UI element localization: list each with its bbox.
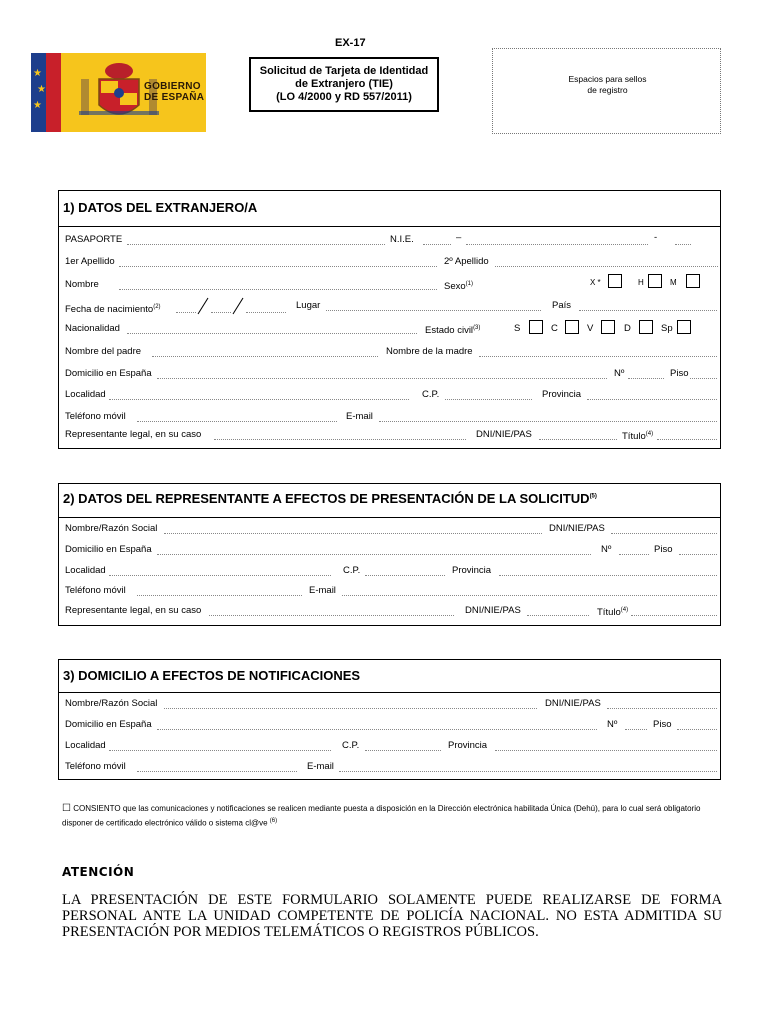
sex-m-checkbox[interactable] xyxy=(686,274,700,288)
name-field[interactable] xyxy=(119,289,437,290)
date-slash-icon xyxy=(197,297,209,315)
rep-floor-label: Piso xyxy=(654,544,673,555)
marital-d-checkbox[interactable] xyxy=(639,320,653,334)
notif-name-field[interactable] xyxy=(164,708,537,709)
footnote-ref: (2) xyxy=(153,304,161,310)
notif-address-field[interactable] xyxy=(157,729,597,730)
footnote-ref: (1) xyxy=(465,281,473,287)
stamp-label-line2: de registro xyxy=(587,85,628,95)
consent-text: CONSIENTO que las comunicaciones y notificaciones se realicen mediante puesta a disposición en la Dirección electrónica habilitada Única (Dehú), para lo cual será obligatorio disponer de certificado electrónico válido o sistema cl@ve xyxy=(62,804,701,828)
notif-email-label: E-mail xyxy=(307,761,334,772)
notif-province-label: Provincia xyxy=(448,740,488,751)
form-title-line3: (LO 4/2000 y RD 557/2011) xyxy=(276,91,412,103)
sex-h-checkbox[interactable] xyxy=(648,274,662,288)
rep-province-field[interactable] xyxy=(499,575,717,576)
sex-label xyxy=(444,279,473,292)
marital-c-label: C xyxy=(551,323,558,334)
attention-notice: LA PRESENTACIÓN DE ESTE FORMULARIO SOLAMENTE PUEDE REALIZARSE DE FORMA PERSONAL ANTE LA UNIDAD COMPETENTE DE POLICÍA NACIONAL. NO ESTA ADMITIDA SU PRESENTACIÓN POR MEDIOS TELEMÁTICOS O REGISTROS PÚBLICOS. xyxy=(62,892,722,940)
title-field[interactable] xyxy=(657,439,717,440)
nie-number-field[interactable] xyxy=(466,244,648,245)
notif-number-label: Nº xyxy=(607,719,618,730)
birth-year-field[interactable] xyxy=(246,312,286,313)
rep-email-field[interactable] xyxy=(342,595,717,596)
rep-legal-label: Representante legal, en su caso xyxy=(65,605,202,616)
section-2-title-text: 2) DATOS DEL REPRESENTANTE A EFECTOS DE PRESENTACIÓN DE LA SOLICITUD xyxy=(63,491,590,506)
stamp-area-label xyxy=(493,74,722,96)
birth-day-field[interactable] xyxy=(176,312,196,313)
email-label: E-mail xyxy=(346,411,373,422)
eu-star-icon: ★ xyxy=(37,84,46,95)
notif-email-field[interactable] xyxy=(339,771,717,772)
floor-label: Piso xyxy=(670,368,689,379)
nie-separator: – xyxy=(456,232,462,243)
rep-email-label: E-mail xyxy=(309,585,336,596)
section-2-divider xyxy=(59,517,720,518)
representative-id-field[interactable] xyxy=(539,439,617,440)
section-notification-address xyxy=(58,659,721,780)
address-field[interactable] xyxy=(157,378,607,379)
rep-floor-field[interactable] xyxy=(679,554,717,555)
rep-province-label: Provincia xyxy=(452,565,492,576)
rep-address-field[interactable] xyxy=(157,554,591,555)
marital-sp-label: Sp xyxy=(661,323,673,334)
surname2-field[interactable] xyxy=(495,266,718,267)
marital-d-label: D xyxy=(624,323,631,334)
nie-separator: - xyxy=(654,232,658,243)
nie-letter-field[interactable] xyxy=(423,244,451,245)
surname2-label: 2º Apellido xyxy=(444,256,489,267)
marital-s-checkbox[interactable] xyxy=(529,320,543,334)
sex-m-label: M xyxy=(670,278,677,287)
notif-locality-field[interactable] xyxy=(109,750,331,751)
rep-mobile-field[interactable] xyxy=(137,595,302,596)
logo-red-stripe xyxy=(46,53,61,132)
notif-id-field[interactable] xyxy=(607,708,717,709)
birthdate-label xyxy=(65,302,161,315)
footnote-ref: (3) xyxy=(473,325,481,331)
mother-name-label: Nombre de la madre xyxy=(386,346,473,357)
notif-address-label: Domicilio en España xyxy=(65,719,152,730)
section-representative-data xyxy=(58,483,721,626)
logo-text xyxy=(144,81,204,103)
country-field[interactable] xyxy=(579,310,717,311)
number-field[interactable] xyxy=(628,378,664,379)
surname1-label: 1er Apellido xyxy=(65,256,115,267)
section-3-title: 3) DOMICILIO A EFECTOS DE NOTIFICACIONES xyxy=(63,668,361,683)
rep-name-label: Nombre/Razón Social xyxy=(65,523,158,534)
legal-representative-label: Representante legal, en su caso xyxy=(65,429,202,440)
consent-checkbox[interactable]: ☐ xyxy=(62,803,71,814)
footnote-ref: (4) xyxy=(620,607,629,613)
legal-representative-field[interactable] xyxy=(214,439,466,440)
consent-paragraph xyxy=(62,802,722,830)
notif-floor-label: Piso xyxy=(653,719,672,730)
address-label: Domicilio en España xyxy=(65,368,152,379)
rep-name-field[interactable] xyxy=(164,533,542,534)
sex-label-text: Sexo xyxy=(444,281,466,293)
logo-text-line2: DE ESPAÑA xyxy=(144,92,205,103)
passport-label: PASAPORTE xyxy=(65,234,123,245)
sex-h-label: H xyxy=(638,278,644,287)
rep-mobile-label: Teléfono móvil xyxy=(65,585,126,596)
notif-floor-field[interactable] xyxy=(677,729,717,730)
nationality-field[interactable] xyxy=(127,333,417,334)
rep-number-field[interactable] xyxy=(619,554,649,555)
title-label-text: Título xyxy=(622,431,646,443)
locality-field[interactable] xyxy=(109,399,409,400)
birthplace-field[interactable] xyxy=(326,310,541,311)
passport-field[interactable] xyxy=(127,244,385,245)
attention-heading: ATENCIÓN xyxy=(62,865,135,879)
stamp-right-edge xyxy=(720,48,721,134)
notif-mobile-field[interactable] xyxy=(137,771,297,772)
rep-legal-id-label: DNI/NIE/PAS xyxy=(465,605,521,616)
mobile-phone-label: Teléfono móvil xyxy=(65,411,126,422)
rep-number-label: Nº xyxy=(601,544,612,555)
footnote-ref: (6) xyxy=(269,818,278,824)
province-label: Provincia xyxy=(542,389,582,400)
date-slash-icon xyxy=(232,297,244,315)
form-title-line2: de Extranjero (TIE) xyxy=(295,78,393,90)
notif-province-field[interactable] xyxy=(495,750,717,751)
floor-field[interactable] xyxy=(690,378,717,379)
birthplace-label: Lugar xyxy=(296,300,321,311)
marital-s-label: S xyxy=(514,323,521,334)
marital-c-checkbox[interactable] xyxy=(565,320,579,334)
name-label: Nombre xyxy=(65,279,99,290)
sex-x-label: X * xyxy=(590,278,601,287)
nie-control-field[interactable] xyxy=(675,244,691,245)
section-3-divider xyxy=(59,692,720,693)
mobile-phone-field[interactable] xyxy=(137,421,337,422)
marital-status-label xyxy=(425,323,480,336)
postal-code-label: C.P. xyxy=(422,389,440,400)
number-label: Nº xyxy=(614,368,625,379)
rep-locality-label: Localidad xyxy=(65,565,106,576)
notif-number-field[interactable] xyxy=(625,729,647,730)
surname1-field[interactable] xyxy=(119,266,437,267)
eu-star-icon: ★ xyxy=(33,100,42,111)
section-foreign-person-data xyxy=(58,190,721,449)
mother-name-field[interactable] xyxy=(479,356,717,357)
notif-id-label: DNI/NIE/PAS xyxy=(545,698,601,709)
notif-locality-label: Localidad xyxy=(65,740,106,751)
marital-status-label-text: Estado civil xyxy=(425,325,474,337)
marital-sp-checkbox[interactable] xyxy=(677,320,691,334)
rep-locality-field[interactable] xyxy=(109,575,331,576)
rep-title-label-text: Título xyxy=(597,607,621,619)
logo-text-line1: GOBIERNO xyxy=(144,81,201,92)
notif-postal-code-field[interactable] xyxy=(365,750,441,751)
nie-label: N.I.E. xyxy=(390,234,414,245)
birthdate-label-text: Fecha de nacimiento xyxy=(65,304,154,316)
rep-id-field[interactable] xyxy=(611,533,717,534)
footnote-ref: (5) xyxy=(589,493,597,500)
rep-id-label: DNI/NIE/PAS xyxy=(549,523,605,534)
form-code: EX-17 xyxy=(335,37,366,49)
province-field[interactable] xyxy=(587,399,717,400)
rep-title-field[interactable] xyxy=(631,615,717,616)
nationality-label: Nacionalidad xyxy=(65,323,120,334)
registry-stamp-area xyxy=(492,48,721,134)
rep-postal-code-field[interactable] xyxy=(365,575,445,576)
postal-code-field[interactable] xyxy=(445,399,532,400)
marital-v-checkbox[interactable] xyxy=(601,320,615,334)
rep-legal-field[interactable] xyxy=(209,615,454,616)
country-label: País xyxy=(552,300,572,311)
locality-label: Localidad xyxy=(65,389,106,400)
notif-postal-code-label: C.P. xyxy=(342,740,360,751)
rep-title-label xyxy=(597,605,628,618)
sex-x-checkbox[interactable] xyxy=(608,274,622,288)
gobierno-de-espana-logo xyxy=(31,53,206,132)
title-label xyxy=(622,429,653,442)
stamp-label-line1: Espacios para sellos xyxy=(568,74,647,84)
rep-postal-code-label: C.P. xyxy=(343,565,361,576)
rep-address-label: Domicilio en España xyxy=(65,544,152,555)
birth-month-field[interactable] xyxy=(211,312,231,313)
notif-name-label: Nombre/Razón Social xyxy=(65,698,158,709)
representative-id-label: DNI/NIE/PAS xyxy=(476,429,532,440)
father-name-field[interactable] xyxy=(152,356,378,357)
marital-v-label: V xyxy=(587,323,594,334)
notif-mobile-label: Teléfono móvil xyxy=(65,761,126,772)
father-name-label: Nombre del padre xyxy=(65,346,142,357)
eu-star-icon: ★ xyxy=(33,68,42,79)
section-2-title xyxy=(63,491,597,506)
footnote-ref: (4) xyxy=(645,431,654,437)
section-1-divider xyxy=(59,226,720,227)
section-1-title: 1) DATOS DEL EXTRANJERO/A xyxy=(63,200,258,215)
rep-legal-id-field[interactable] xyxy=(527,615,589,616)
form-title-line1: Solicitud de Tarjeta de Identidad xyxy=(259,65,429,77)
email-field[interactable] xyxy=(379,421,717,422)
form-title-box xyxy=(249,57,439,112)
